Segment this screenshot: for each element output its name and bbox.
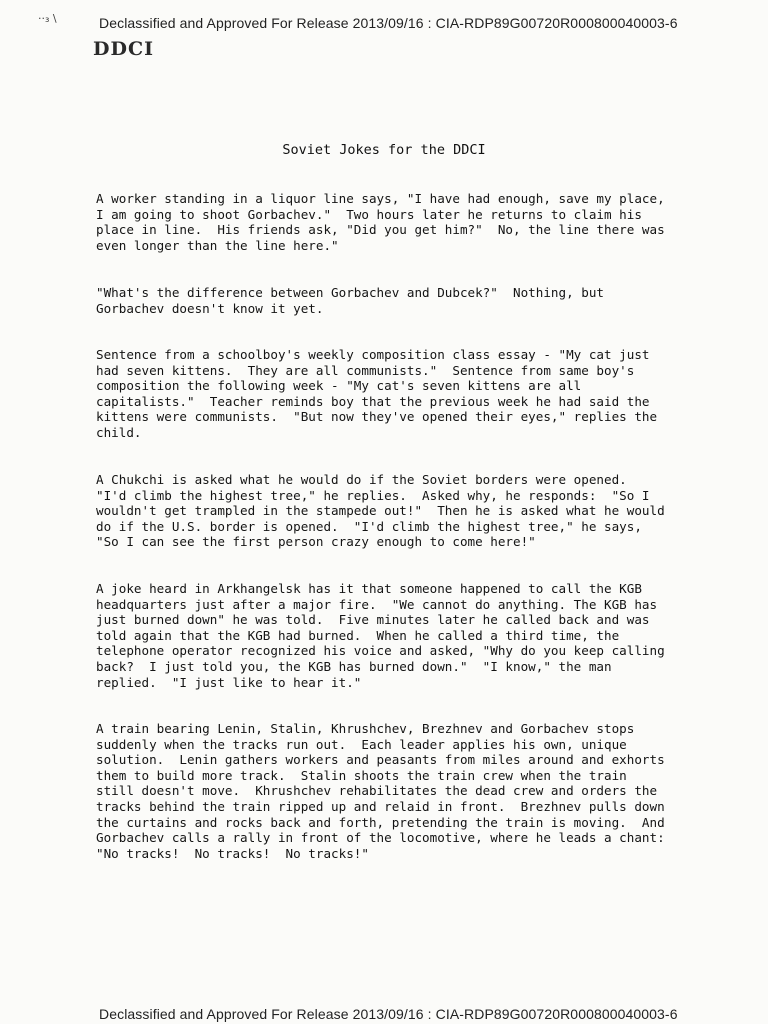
joke-line: telephone operator recognized his voice and asked, "Why do you keep calling [96,643,665,659]
joke-line: Gorbachev calls a rally in front of the locomotive, where he leads a chant: [96,830,665,846]
joke-line: tracks behind the train ripped up and relaid in front. Brezhnev pulls down [96,798,665,814]
joke-line: I am going to shoot Gorbachev." Two hours later he returns to claim his [96,206,642,222]
joke-line: "What's the difference between Gorbachev and Dubcek?" Nothing, but [96,285,604,300]
joke-kgb-fire [96,581,666,690]
joke-line: "So I can see the first person crazy enough to come here!" [96,534,536,550]
document-title: Soviet Jokes for the DDCI [282,142,486,158]
joke-line: composition the following week - "My cat's seven kittens are all [96,378,582,394]
joke-line: A worker standing in a liquor line says, "I have had enough, save my place, [96,191,665,206]
release-footer: Declassified and Approved For Release 2013/09/16 : CIA-RDP89G00720R000800040003-6 [99,1006,678,1022]
joke-line: A joke heard in Arkhangelsk has it that someone happened to call the KGB [96,581,642,596]
joke-line: wouldn't get trampled in the stampede out!" Then he is asked what he would [96,503,665,519]
joke-line: just burned down" he was told. Five minutes later he called back and was [96,612,650,628]
joke-line: A Chukchi is asked what he would do if the Soviet borders were opened. [96,472,627,487]
joke-line: Sentence from a schoolboy's weekly composition class essay - "My cat just [96,347,650,362]
joke-train [96,721,666,861]
joke-line: kittens were communists. "But now they've opened their eyes," replies the [96,409,658,425]
joke-line: had seven kittens. They are all communists." Sentence from same boy's [96,362,635,378]
joke-chukchi [96,472,666,550]
scan-mark: ··₃ \ [38,12,57,25]
joke-line: told again that the KGB had burned. When he called a third time, the [96,627,620,643]
joke-kittens [96,347,666,441]
joke-line: even longer than the line here." [96,237,339,253]
joke-dubcek [96,285,666,316]
release-header: Declassified and Approved For Release 2013/09/16 : CIA-RDP89G00720R000800040003-6 [99,15,678,31]
joke-line: replied. "I just like to hear it." [96,674,362,690]
joke-line: still doesn't move. Khrushchev rehabilitates the dead crew and orders the [96,783,658,799]
joke-liquor-line [96,191,666,253]
joke-line: them to build more track. Stalin shoots the train crew when the train [96,767,627,783]
joke-line: "I'd climb the highest tree," he replies. Asked why, he responds: "So I [96,487,650,503]
joke-line: the curtains and rocks back and forth, pretending the train is moving. And [96,814,665,830]
handwritten-note: DDCI [93,38,154,60]
joke-line: Gorbachev doesn't know it yet. [96,300,324,316]
joke-line: back? I just told you, the KGB has burned down." "I know," the man [96,658,612,674]
joke-line: "No tracks! No tracks! No tracks!" [96,845,369,861]
joke-line: child. [96,424,142,440]
joke-line: suddenly when the tracks run out. Each leader applies his own, unique [96,736,627,752]
joke-line: place in line. His friends ask, "Did you get him?" No, the line there was [96,222,665,238]
joke-line: A train bearing Lenin, Stalin, Khrushchev, Brezhnev and Gorbachev stops [96,721,635,736]
joke-line: headquarters just after a major fire. "We cannot do anything. The KGB has [96,596,658,612]
joke-line: solution. Lenin gathers workers and peasants from miles around and exhorts [96,752,665,768]
joke-line: capitalists." Teacher reminds boy that the previous week he had said the [96,393,650,409]
joke-line: do if the U.S. border is opened. "I'd climb the highest tree," he says, [96,518,642,534]
